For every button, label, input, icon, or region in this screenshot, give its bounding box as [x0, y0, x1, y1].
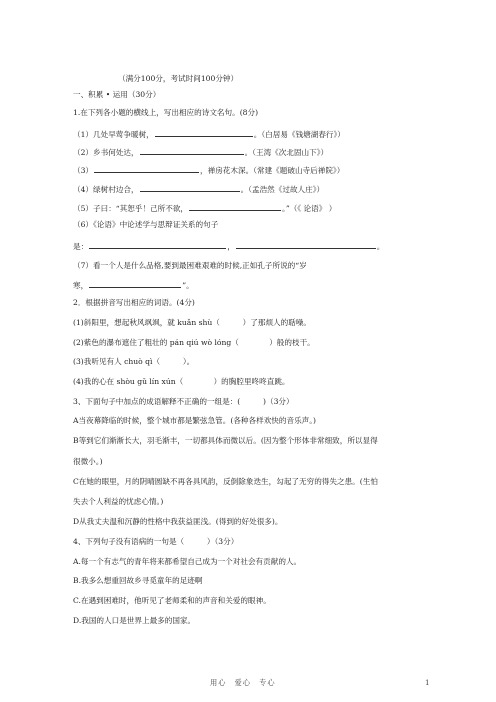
- q2-item-1: (1)斜阳里，想起秋风飒飒，就 kuǎn shù（ ）了那烦人的聒噪。: [73, 318, 312, 327]
- answer-blank[interactable]: [140, 183, 240, 192]
- q2-item-4: (4)我的心在 shòu gǔ lín xún（ ）的胸腔里咚咚直跳。: [73, 377, 290, 386]
- q2-item-3: (3)我听见有人 chuò qì（ ）。: [73, 357, 195, 366]
- q3-option-b-cont: 很微小。): [73, 457, 103, 466]
- q2-title: 2．根据拼音写出相应的词语。(4分): [73, 298, 195, 307]
- answer-blank[interactable]: [140, 146, 244, 155]
- q4-option-a: A.每一个有志气的青年将来都希望自己成为一个对社会有贡献的人。: [73, 557, 302, 566]
- q1-line-6: （6）《论语》中论述学与思辩证关系的句子: [73, 220, 219, 229]
- answer-blank[interactable]: [236, 240, 376, 249]
- answer-blank[interactable]: [155, 128, 253, 137]
- page-number: 1: [425, 678, 430, 687]
- section-title: 一、积累 • 运用（30分）: [73, 90, 161, 99]
- q1-line-1: （1）几处早莺争暖树， 。（白居易《钱塘湖春行》）: [73, 130, 345, 139]
- q1-line-7-answer: 寒， ”。: [73, 281, 194, 290]
- q4-option-c: C.在遇到困难时，他听见了老师柔和的声音和关爱的眼神。: [73, 596, 271, 605]
- q3-option-d: D从我丈夫温和沉静的性格中我获益匪浅。(得到的好处很多)。: [73, 517, 283, 526]
- q4-title: 4、下列句子没有语病的一句是（ ）（3分）: [73, 537, 239, 546]
- q3-title: 3、下面句子中加点的成语解释不正确的一组是：( )（3分）: [73, 397, 294, 406]
- q1-line-4: （4）绿树村边合， 。（孟浩然《过故人庄》）: [73, 185, 325, 194]
- q4-option-b: B.我多么想重回故乡寻觅童年的足迹啊: [73, 576, 203, 585]
- answer-blank[interactable]: [94, 164, 199, 173]
- q1-line-5: （5）子曰：“其恕乎！己所不欲， 。”（《 论语》 ）: [73, 204, 337, 213]
- answer-blank[interactable]: [89, 279, 181, 288]
- page-footer: 用心 爱心 专心: [210, 678, 276, 687]
- q1-title: 1.在下列各小题的横线上，写出相应的诗文名句。(8分): [73, 108, 259, 117]
- q3-option-c: C在她的眼里，月的阴晴圆缺不再各具风韵，反倒除象迭生，勾起了无穷的得失之患。(生怕: [73, 477, 378, 486]
- q3-option-a: A当夜幕降临的时候，整个城市都是繁弦急管。(各种各样欢快的音乐声。): [73, 416, 317, 425]
- q4-option-d: D.我国的人口是世界上最多的国家。: [73, 616, 196, 625]
- q1-line-3: （3） ，禅房花木深。（常建《题破山寺后禅院》）: [73, 166, 345, 175]
- answer-blank[interactable]: [189, 202, 281, 211]
- q1-line-7: （7）看一个人是什么品格,要到最困难艰难的时候,正如孔子所说的“岁: [73, 261, 307, 270]
- q3-option-b: B等到它们渐渐长大，羽毛渐丰，一切都具体而微以后。(因为整个形体非常细致，所以显得: [73, 436, 378, 445]
- exam-header: （满分100分，考试时间100分钟）: [118, 74, 239, 83]
- q1-line-2: （2）乡书何处达， 。（王湾《次北固山下》）: [73, 148, 329, 157]
- q1-line-6-answer: 是： ， 。: [73, 242, 385, 251]
- q3-option-c-cont: 失去个人利益的忧虑心情。): [73, 497, 164, 506]
- answer-blank[interactable]: [89, 240, 226, 249]
- q2-item-2: (2)紫色的瀑布遮住了粗壮的 pán qiú wò lóng（ ）般的枝干。: [73, 338, 315, 347]
